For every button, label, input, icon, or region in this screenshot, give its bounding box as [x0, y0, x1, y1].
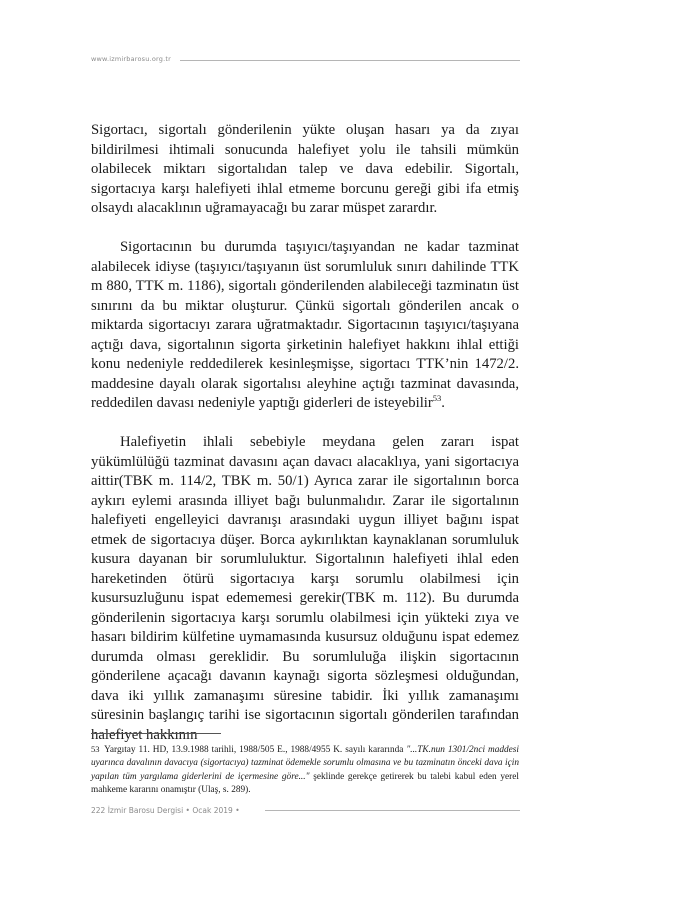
footer-divider — [265, 810, 520, 811]
footnote — [91, 743, 519, 797]
footnote-tail: şeklinde gerekçe getirerek bu talebi kabul eden yerel mahkeme kararını onamıştır (Ulaş, s. 289). — [91, 771, 519, 795]
page-footer: 222 İzmir Barosu Dergisi • Ocak 2019 • — [91, 806, 240, 815]
main-text — [91, 121, 519, 745]
footnote-quote: "...TK.nun 1301/2nci maddesi uyarınca davalının davacıya (sigortacıya) tazminat ödemekle sorumlu olmasına ve bu tazminatın önceki dava için yapılan tüm yargılama giderlerini de içermesine göre..." — [91, 745, 519, 782]
paragraph-3: Halefiyetin ihlali sebebiyle meydana gelen zararı ispat yükümlülüğü tazminat davasını açan davacı alacaklıya, yani sigortacıya aittir(TBK m. 114/2, TBK m. 50/1) Ayrıca zarar ile sigortalının borca aykırı eylemi arasında illiyet bağı bulunmalıdır. Zarar ile sigortalının halefiyeti engelleyici davranışı arasındaki uygun illiyet bağını ispat etmek de sigortacıya düşer. Borca aykırılıktan kaynaklanan sorumluluk kusura dayanan bir sorumluluktur. Sigortalının halefiyeti ihlal eden hareketinden ötürü sigortacıya karşı sorumlu olabilmesi için kusursuzluğunu ispat edememesi gerekir(TBK m. 112). Bu durumda gönderilenin sigortacıya karşı sorumlu olabilmesi için yükteki zıya ve hasarı bildirim külfetine uymamasında kusursuz olduğunu ispat edemez durumda olması gereklidir. Bu sorumluluğa ilişkin sigortacının gönderilene açacağı davanın kaynağı sigorta sözleşmesi olduğundan, dava iki yıllık zamanaşımı süresine tabidir. İki yıllık zamanaşımı süresinin başlangıç tarihi ise sigortacının sigortalı gönderilen tarafından halefiyet hakkının — [91, 434, 519, 743]
footnote-divider — [91, 733, 221, 734]
paragraph-2-text: Sigortacının bu durumda taşıyıcı/taşıyandan ne kadar tazminat alabilecek idiyse (taşıyıcı/taşıyanın üst sorumluluk sınırı dahilinde TTK m 880, TTK m. 1186), sigortalı gönderilenden alabileceği tazminatın üst sınırını da bu miktar oluşturur. Çünkü sigortalı gönderilen ancak o miktarda sigortacıyı zarara uğratmaktadır. Sigortacının taşıyıcı/taşıyana açtığı dava, sigortalının sigorta şirketinin halefiyet hakkını ihlal ettiği konu nedeniyle reddedilerek kesinleşmişse, sigortacı TTK’nin 1472/2. maddesine dayalı olarak sigortalısı aleyhine açtığı tazminat davasında, reddedilen davası nedeniyle yaptığı giderleri de isteyebilir — [91, 239, 519, 411]
footnote-number: 53 — [91, 744, 100, 754]
paragraph-2: Sigortacının bu durumda taşıyıcı/taşıyandan ne kadar tazminat alabilecek idiyse (taşıyıcı/taşıyanın üst sorumluluk sınırı dahilinde TTK m 880, TTK m. 1186), sigortalı gönderilenden alabileceği tazminatın üst sınırını da bu miktar oluşturur. Çünkü sigortalı gönderilen ancak o miktarda sigortacıyı zarara uğratmaktadır. Sigortacının taşıyıcı/taşıyana açtığı dava, sigortalının sigorta şirketinin halefiyet hakkını ihlal ettiği konu nedeniyle reddedilerek kesinleşmişse, sigortacı TTK’nin 1472/2. maddesine dayalı olarak sigortalısı aleyhine açtığı tazminat davasında, reddedilen davası nedeniyle yaptığı giderleri de isteyebilir$^{53}$. — [91, 239, 519, 411]
footnote-lead: Yargıtay 11. HD, 13.9.1988 tarihli, 1988/505 E., 1988/4955 K. sayılı kararında — [104, 745, 407, 755]
header-divider — [180, 60, 520, 61]
footnote-reference[interactable]: 53 — [432, 393, 442, 404]
paragraph-1: Sigortacı, sigortalı gönderilenin yükte oluşan hasarı ya da zıyaı bildirilmesi ihtimali sonucunda halefiyet yolu ile tahsili mümkün olabilecek miktarı sigortalıdan talep ve dava edebilir. Sigortalı, sigortacıya karşı halefiyeti ihlal etmeme borcunu gereği gibi ifa etmiş olsaydı alacaklının uğramayacağı bu zarar müspet zarardır. — [91, 122, 519, 216]
header-url: www.izmirbarosu.org.tr — [91, 55, 171, 63]
